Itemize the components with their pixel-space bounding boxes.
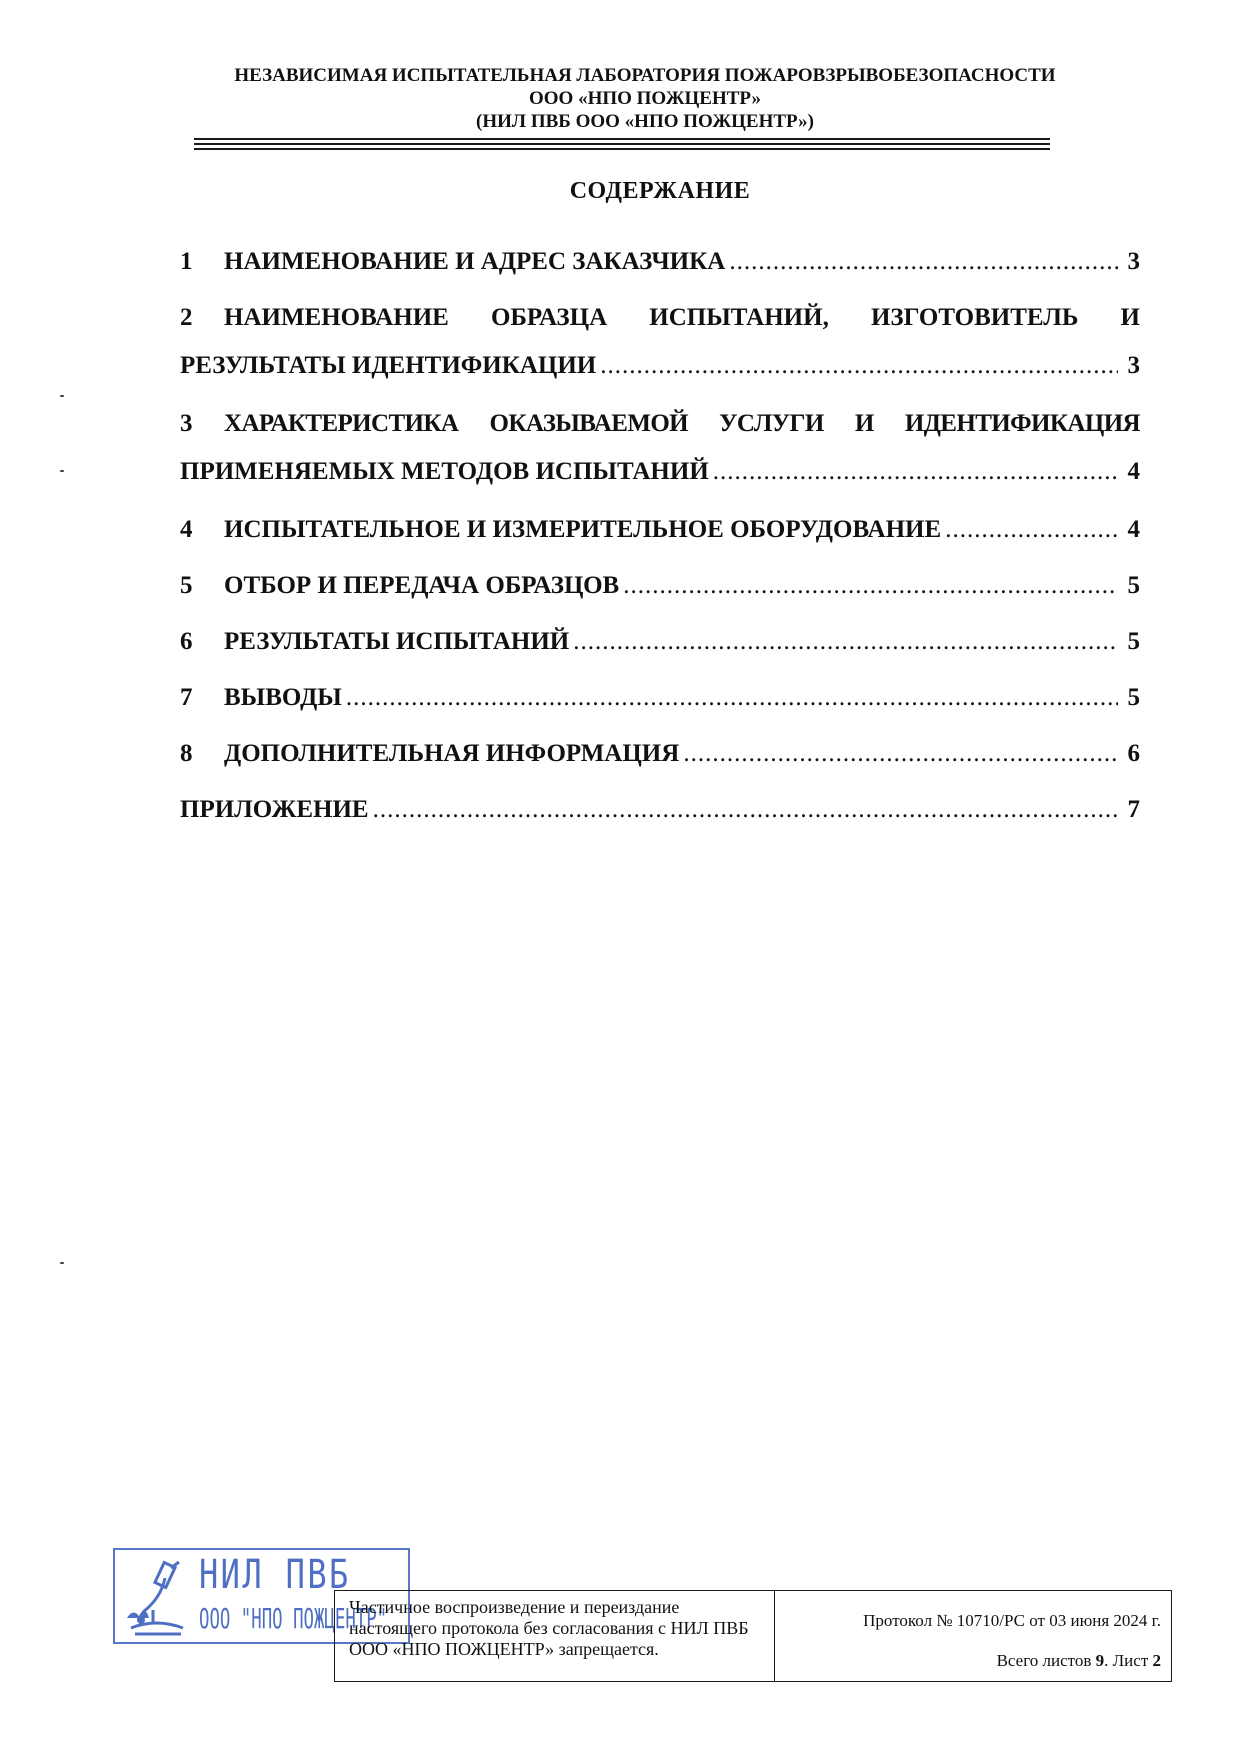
microscope-icon bbox=[121, 1558, 191, 1638]
header-divider bbox=[194, 138, 1050, 150]
toc-item-title: ДОПОЛНИТЕЛЬНАЯ ИНФОРМАЦИЯ bbox=[224, 740, 680, 767]
toc-item-page: 6 bbox=[1127, 740, 1140, 767]
toc-item-number: 7 bbox=[180, 684, 193, 711]
toc-leader-dots bbox=[623, 570, 1118, 602]
toc-leader-dots bbox=[373, 794, 1118, 826]
protocol-info bbox=[775, 1591, 1171, 1681]
toc-item-title: НАИМЕНОВАНИЕ И АДРЕС ЗАКАЗЧИКА bbox=[224, 248, 726, 275]
toc-item-number: 4 bbox=[180, 516, 193, 543]
toc-item-page: 4 bbox=[1127, 516, 1140, 543]
toc-item-title-part-2: РЕЗУЛЬТАТЫ ИДЕНТИФИКАЦИИ bbox=[180, 352, 597, 379]
footer-table bbox=[334, 1590, 1172, 1682]
toc-item-8 bbox=[180, 738, 1140, 770]
toc-item-page: 7 bbox=[1127, 796, 1140, 823]
sheet-current: 2 bbox=[1152, 1651, 1161, 1670]
toc-item-number: 8 bbox=[180, 740, 193, 767]
scan-speck bbox=[60, 470, 64, 472]
toc-item-2-line-2 bbox=[180, 350, 1140, 382]
sheets-total: 9 bbox=[1095, 1651, 1105, 1670]
toc-item-page: 5 bbox=[1127, 572, 1140, 599]
toc-item-number: 3 bbox=[180, 410, 193, 437]
scan-speck bbox=[60, 1262, 64, 1264]
toc-item-3-line-2 bbox=[180, 456, 1140, 488]
toc-item-appendix bbox=[180, 794, 1140, 826]
toc-item-page: 3 bbox=[1127, 248, 1140, 275]
stamp-title: НИЛ ПВБ bbox=[199, 1552, 351, 1598]
protocol-number: Протокол № 10710/РС от 03 июня 2024 г. bbox=[863, 1611, 1161, 1630]
toc-item-1 bbox=[180, 246, 1140, 278]
toc-item-title: РЕЗУЛЬТАТЫ ИСПЫТАНИЙ bbox=[224, 628, 570, 655]
sheet-count bbox=[997, 1651, 1161, 1671]
toc-leader-dots bbox=[683, 738, 1118, 770]
toc-leader-dots bbox=[573, 626, 1118, 658]
copyright-notice: Частичное воспроизведение и переиздание настоящего протокола без согласования с НИЛ ПВБ ООО «НПО ПОЖЦЕНТР» запрещается. bbox=[335, 1591, 775, 1681]
toc-item-2-line-1 bbox=[180, 302, 1140, 334]
toc-leader-dots bbox=[729, 246, 1118, 278]
toc-item-page: 3 bbox=[1127, 352, 1140, 379]
toc-title: СОДЕРЖАНИЕ bbox=[569, 178, 751, 204]
toc-item-number: 6 bbox=[180, 628, 193, 655]
sheets-prefix: Всего листов bbox=[996, 1651, 1096, 1670]
toc-item-5 bbox=[180, 570, 1140, 602]
toc-item-number: 1 bbox=[180, 248, 193, 275]
toc-item-number: 5 bbox=[180, 572, 193, 599]
toc-item-7 bbox=[180, 682, 1140, 714]
stamp-subtitle: ООО "НПО ПОЖЦЕНТР" bbox=[199, 1602, 388, 1635]
toc-item-title-part-1: НАИМЕНОВАНИЕ ОБРАЗЦА ИСПЫТАНИЙ, ИЗГОТОВИТЕЛЬ И bbox=[224, 304, 1140, 331]
header-line-2: ООО «НПО ПОЖЦЕНТР» bbox=[528, 88, 762, 109]
lab-header bbox=[180, 64, 1110, 133]
toc-item-title: ИСПЫТАТЕЛЬНОЕ И ИЗМЕРИТЕЛЬНОЕ ОБОРУДОВАНИЕ bbox=[224, 516, 942, 543]
sheets-middle: . Лист bbox=[1104, 1651, 1153, 1670]
toc-leader-dots bbox=[713, 456, 1118, 488]
toc-item-title: ВЫВОДЫ bbox=[224, 684, 342, 711]
toc-item-4 bbox=[180, 514, 1140, 546]
toc-item-title-part-1: ХАРАКТЕРИСТИКА ОКАЗЫВАЕМОЙ УСЛУГИ И ИДЕНТИФИКАЦИЯ bbox=[224, 410, 1140, 437]
toc-leader-dots bbox=[346, 682, 1118, 714]
toc-item-page: 5 bbox=[1127, 628, 1140, 655]
header-line-1: НЕЗАВИСИМАЯ ИСПЫТАТЕЛЬНАЯ ЛАБОРАТОРИЯ ПОЖАРОВЗРЫВОБЕЗОПАСНОСТИ bbox=[234, 65, 1056, 86]
toc-leader-dots bbox=[945, 514, 1118, 546]
toc-item-title-part-2: ПРИМЕНЯЕМЫХ МЕТОДОВ ИСПЫТАНИЙ bbox=[180, 458, 709, 485]
header-line-3: (НИЛ ПВБ ООО «НПО ПОЖЦЕНТР») bbox=[476, 111, 814, 132]
toc-item-title: ОТБОР И ПЕРЕДАЧА ОБРАЗЦОВ bbox=[224, 572, 620, 599]
toc-item-number: 2 bbox=[180, 304, 193, 331]
toc-item-page: 5 bbox=[1127, 684, 1140, 711]
scan-speck bbox=[60, 395, 64, 397]
toc-item-title: ПРИЛОЖЕНИЕ bbox=[180, 796, 369, 823]
toc-item-page: 4 bbox=[1127, 458, 1140, 485]
toc-item-3-line-1 bbox=[180, 408, 1140, 440]
toc-item-6 bbox=[180, 626, 1140, 658]
toc-leader-dots bbox=[600, 350, 1118, 382]
